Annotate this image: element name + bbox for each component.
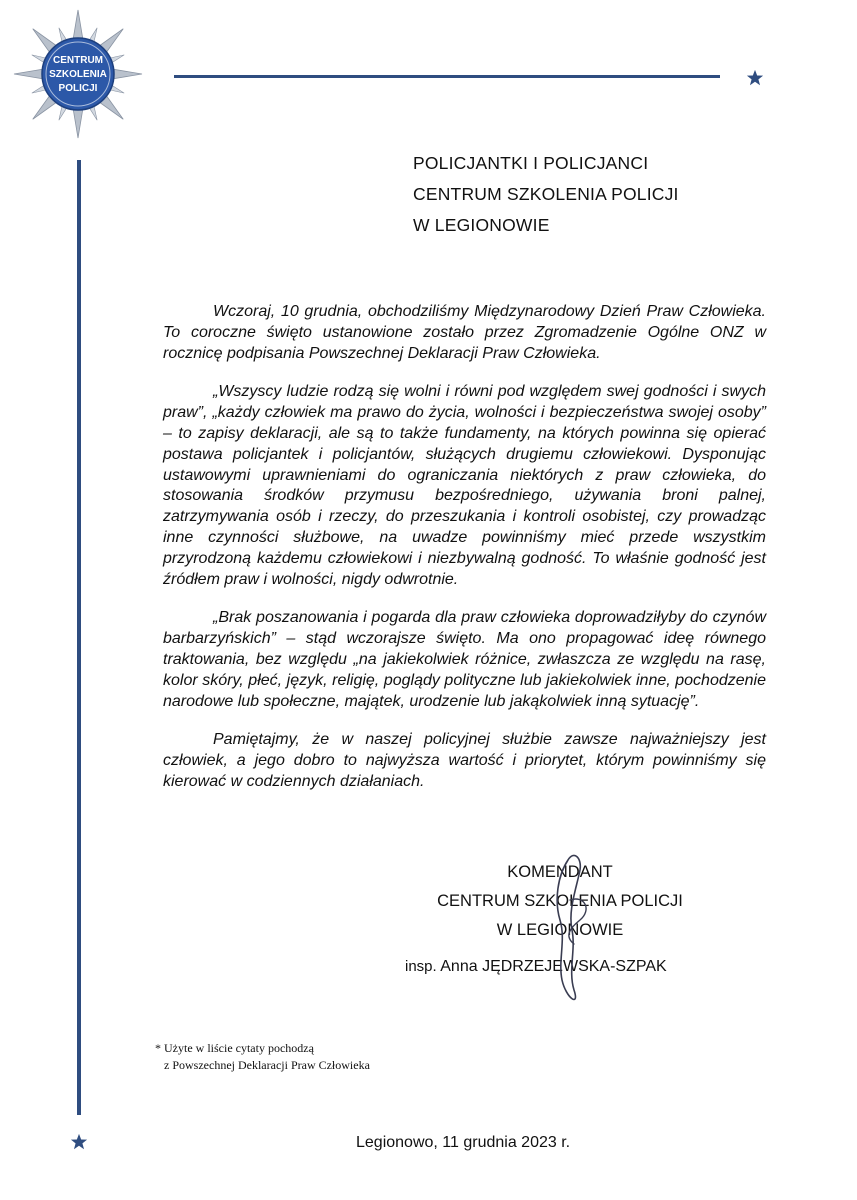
signer-name: Anna JĘDRZEJEWSKA-SZPAK: [440, 958, 667, 975]
addressee-line: W LEGIONOWIE: [413, 215, 550, 235]
logo-line2: SZKOLENIA: [49, 69, 107, 80]
letter-body: [163, 302, 766, 811]
footnote: [155, 1040, 370, 1074]
footnote-line: z Powszechnej Deklaracji Praw Człowieka: [164, 1058, 370, 1072]
handwritten-signature: [540, 840, 610, 1015]
addressee-block: [413, 148, 679, 241]
body-paragraph: Wczoraj, 10 grudnia, obchodziliśmy Międzynarodowy Dzień Praw Człowieka. To coroczne święto ustanowione zostało przez Zgromadzenie Ogólne ONZ w rocznicę podpisania Powszechnej Deklaracji Praw Człowieka.: [163, 303, 766, 362]
side-rule: [77, 160, 81, 1115]
signer-rank: insp.: [405, 958, 437, 975]
logo-line1: CENTRUM: [53, 55, 103, 66]
signature-unit: CENTRUM SZKOLENIA POLICJI: [437, 892, 683, 910]
addressee-line: CENTRUM SZKOLENIA POLICJI: [413, 184, 679, 204]
signature-location: W LEGIONOWIE: [496, 921, 624, 939]
star-icon: [746, 69, 764, 87]
logo-line3: POLICJI: [58, 83, 98, 94]
signer-name-line: [405, 958, 667, 976]
place-date: Legionowo, 11 grudnia 2023 r.: [356, 1134, 571, 1151]
body-paragraph: Pamiętajmy, że w naszej policyjnej służbie zawsze najważniejszy jest człowiek, a jego dobro to najwyższa wartość i priorytet, którym powinniśmy się kierować w codziennych działaniach.: [163, 731, 766, 790]
police-badge-logo: [12, 8, 144, 140]
star-icon: [70, 1133, 88, 1151]
body-paragraph: „Wszyscy ludzie rodzą się wolni i równi pod względem swej godności i swych praw”, „każdy człowiek ma prawo do życia, wolności i bezpieczeństwa swojej osoby” – to zapisy deklaracji, ale są to także fundamenty, na których powinna się opierać postawa policjantek i policjantów, służących drugiemu człowiekowi. Dysponując ustawowymi uprawnieniami do ograniczania niektórych z praw człowieka, do stosowania środków przymusu bezpośredniego, używania broni palnej, zatrzymywania osób i rzeczy, do przeszukania i kontroli osobistej, czy prowadząc inne czynności służbowe, na uwadze powinniśmy mieć przede wszystkim przyrodzoną każdemu człowiekowi i niezbywalną godność. To właśnie godność jest źródłem praw i wolności, nigdy odwrotnie.: [163, 383, 766, 588]
body-paragraph: „Brak poszanowania i pogarda dla praw człowieka doprowadziłyby do czynów barbarzyńskich” – stąd wczorajsze święto. Ma ono propagować ideę równego traktowania, bez względu „na jakiekolwiek różnice, zwłaszcza ze względu na rasę, kolor skóry, płeć, język, religię, poglądy polityczne lub jakiekolwiek inne, pochodzenie narodowe lub społeczne, majątek, urodzenie lub jakąkolwiek inną sytuację”.: [163, 609, 766, 710]
addressee-line: POLICJANTKI I POLICJANCI: [413, 153, 649, 173]
footnote-line: * Użyte w liście cytaty pochodzą: [155, 1041, 314, 1055]
signature-title: KOMENDANT: [507, 863, 613, 881]
header-rule: [174, 75, 720, 78]
